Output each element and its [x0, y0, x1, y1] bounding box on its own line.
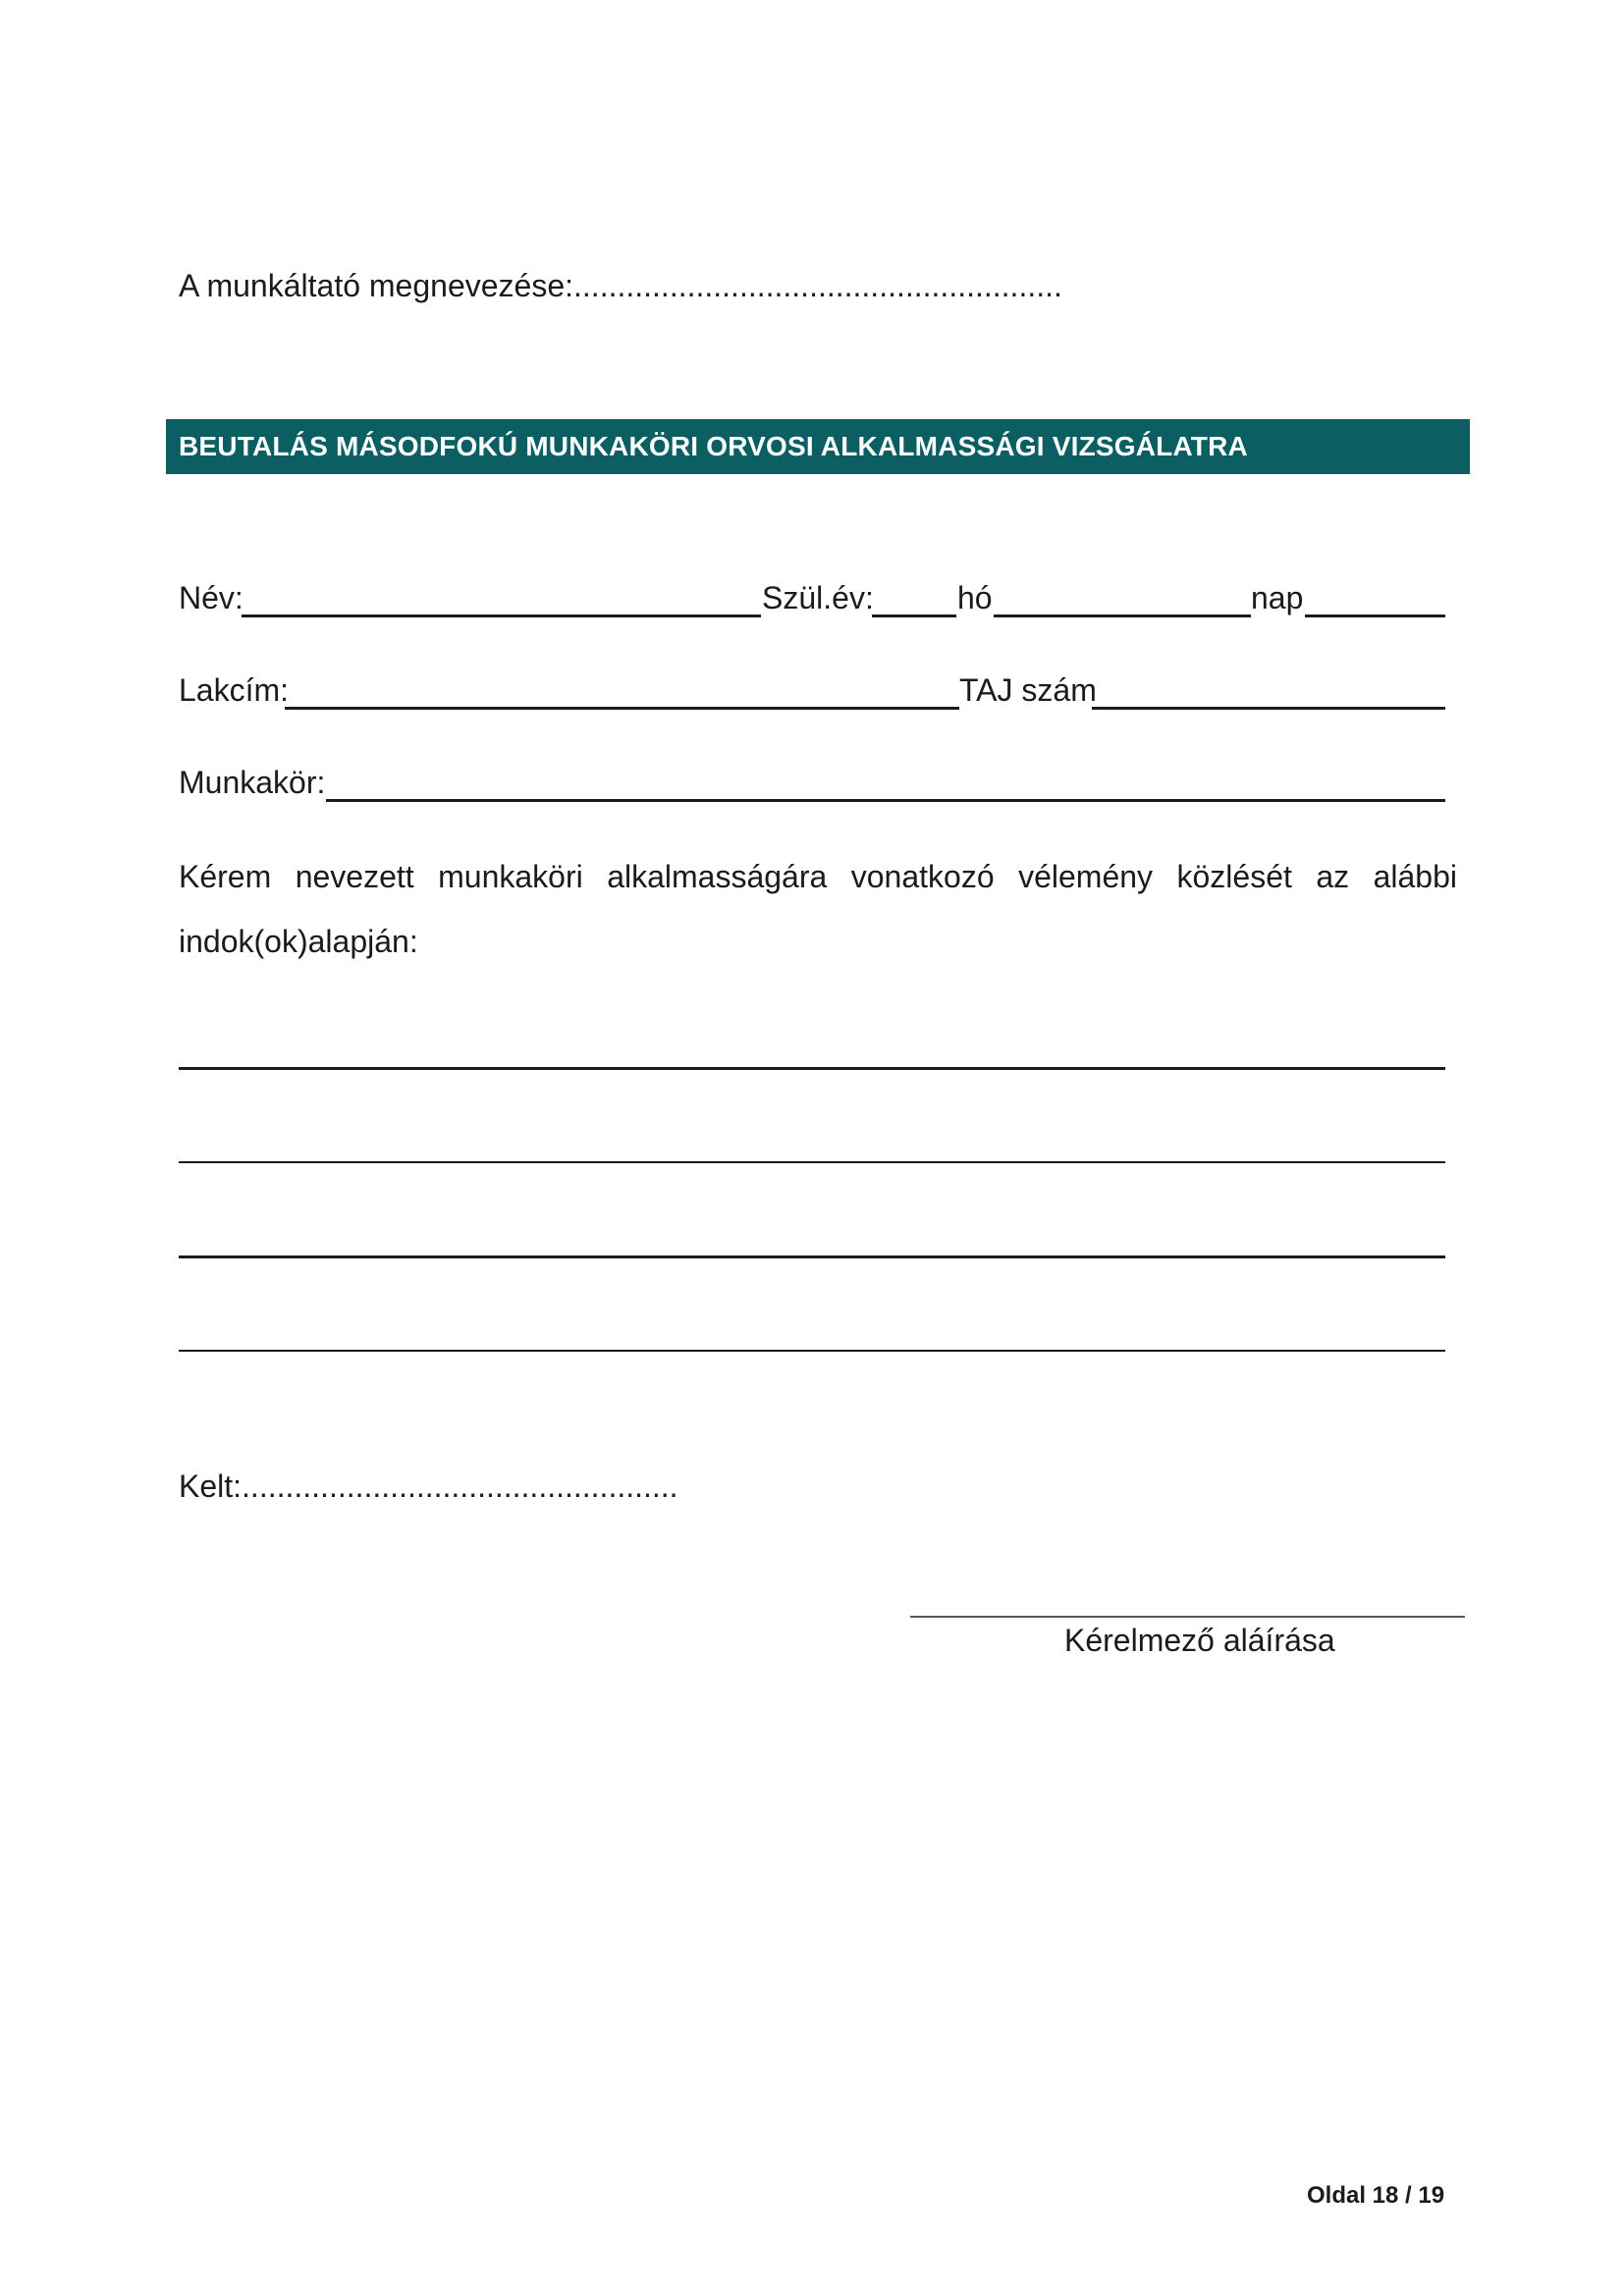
page-number: Oldal 18 / 19: [1307, 2182, 1445, 2209]
date-label: Kelt:: [179, 1468, 243, 1504]
date-dots: ..................................................: [242, 1468, 678, 1504]
employer-dots: ........................................................: [573, 268, 1062, 303]
request-word: az: [1316, 859, 1350, 894]
date-line: [179, 1467, 678, 1506]
request-word: Kérem: [179, 859, 272, 894]
request-word: nevezett: [295, 859, 414, 894]
section-banner: [166, 419, 1470, 474]
job-label: Munkakör:: [179, 765, 326, 800]
request-word: vélemény: [1018, 859, 1154, 894]
reason-line-3[interactable]: [179, 1255, 1445, 1258]
job-field[interactable]: [326, 799, 1445, 802]
request-word: közlését: [1176, 859, 1292, 894]
banner-title: BEUTALÁS MÁSODFOKÚ MUNKAKÖRI ORVOSI ALKALMASSÁGI VIZSGÁLATRA: [179, 431, 1248, 461]
employer-line: [179, 266, 1062, 305]
signature-label: Kérelmező aláírása: [1064, 1623, 1335, 1658]
day-field[interactable]: [1305, 614, 1445, 617]
reason-line-4[interactable]: [179, 1350, 1445, 1352]
name-label: Név:: [179, 580, 244, 615]
taj-label: TAJ szám: [959, 672, 1097, 708]
reason-line-2[interactable]: [179, 1161, 1445, 1163]
month-field[interactable]: [994, 614, 1251, 617]
request-word: alábbi: [1373, 859, 1457, 894]
request-word: munkaköri: [438, 859, 583, 894]
birth-year-label: Szül.év:: [762, 580, 874, 615]
request-word: vonatkozó: [850, 859, 995, 894]
reason-line-1[interactable]: [179, 1067, 1445, 1070]
employer-label: A munkáltató megnevezése:: [179, 268, 574, 303]
birth-year-field[interactable]: [872, 614, 956, 617]
request-word: alkalmasságára: [607, 859, 828, 894]
month-label: hó: [957, 580, 993, 615]
request-text-line1: [179, 857, 1457, 896]
day-label: nap: [1251, 580, 1304, 615]
taj-field[interactable]: [1092, 707, 1445, 710]
address-field[interactable]: [285, 707, 959, 710]
request-text-line2: indok(ok)alapján:: [179, 924, 418, 959]
address-label: Lakcím:: [179, 672, 290, 708]
signature-line[interactable]: [910, 1616, 1465, 1618]
name-field[interactable]: [242, 614, 761, 617]
